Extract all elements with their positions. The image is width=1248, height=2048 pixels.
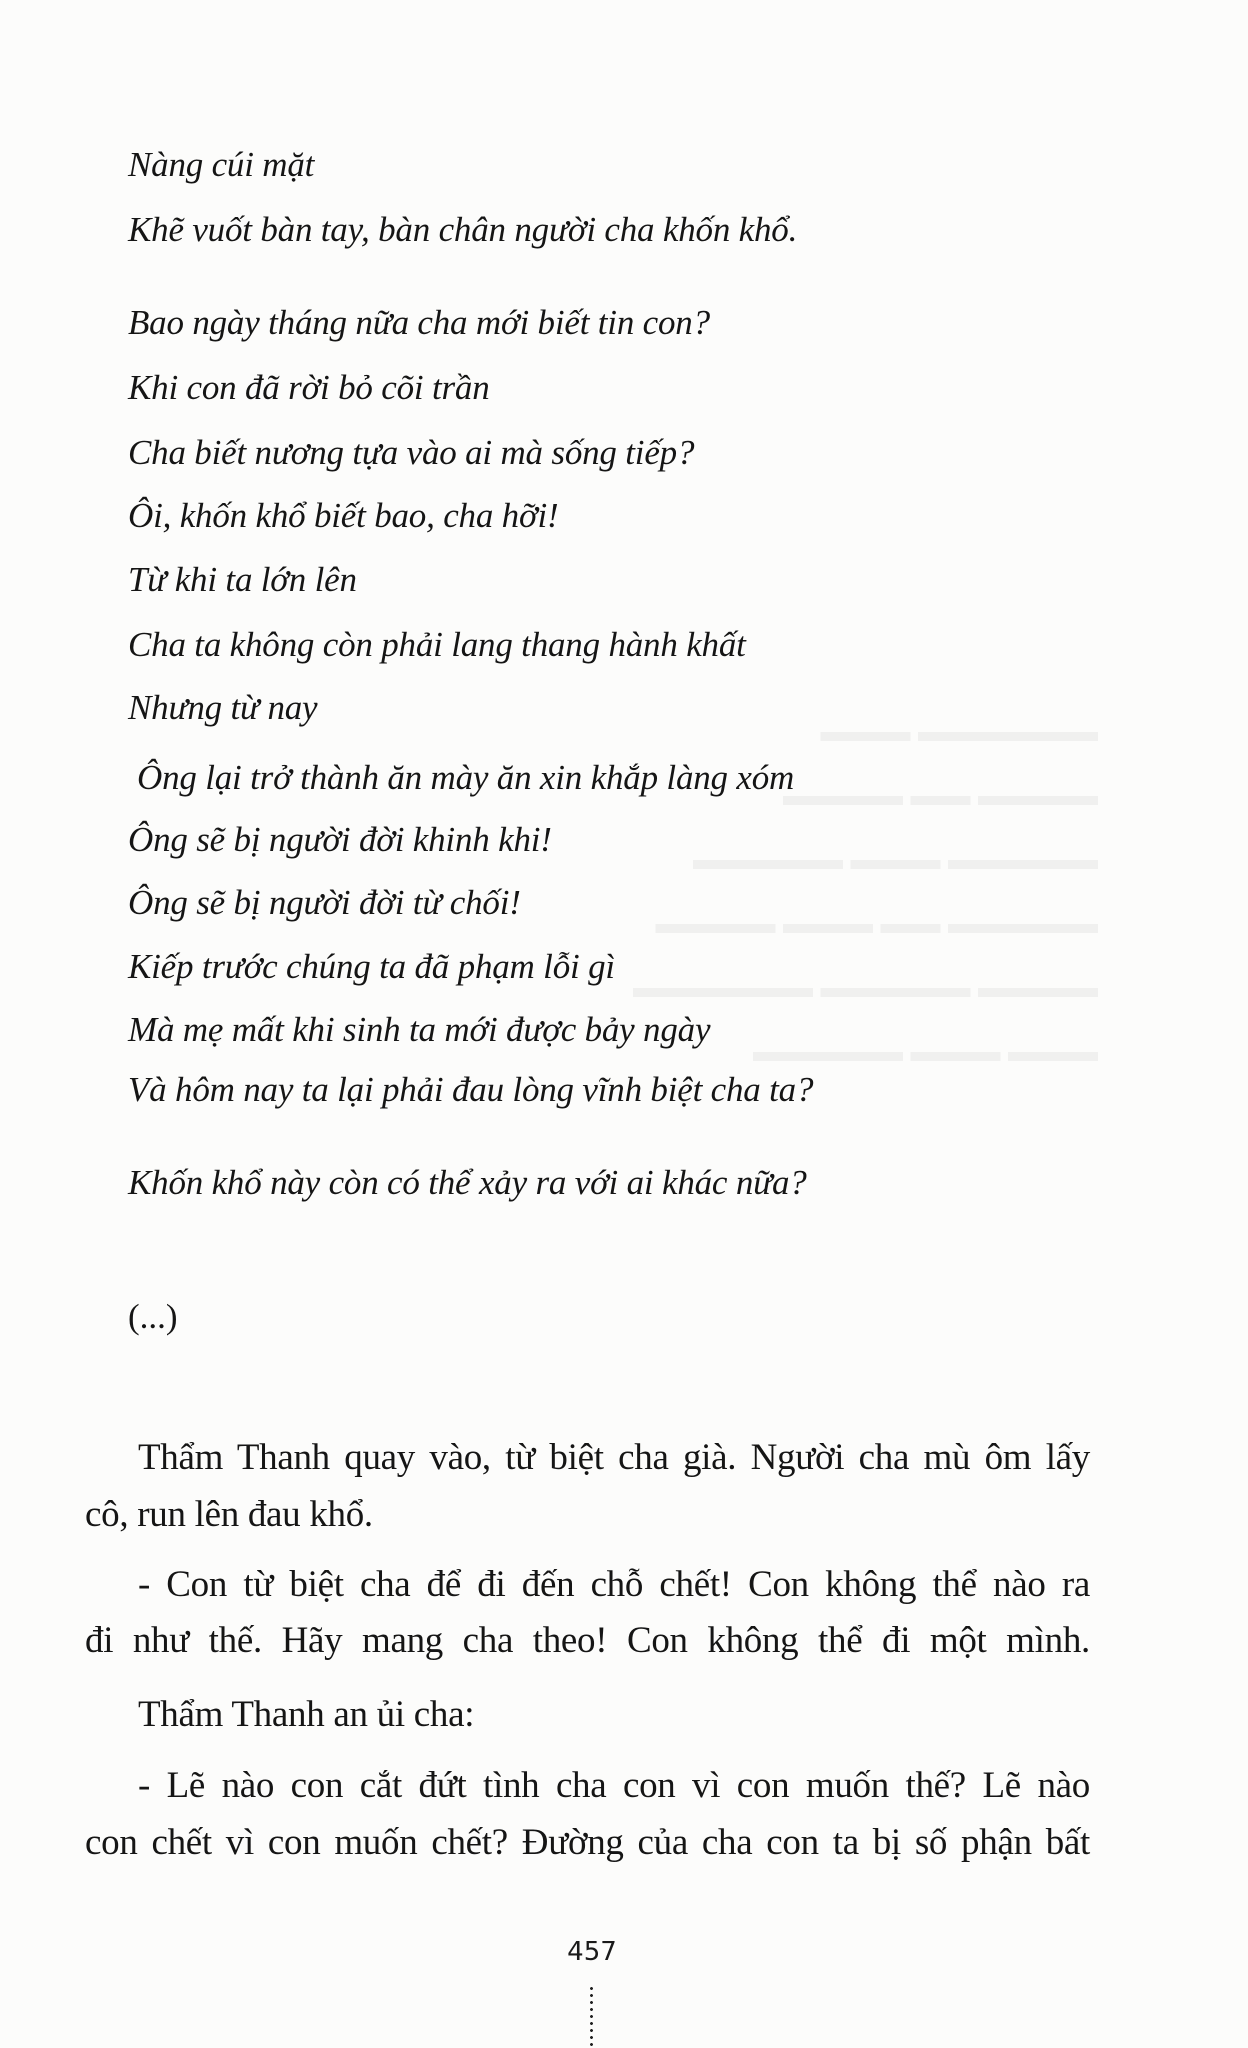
verse-line: Và hôm nay ta lại phải đau lòng vĩnh biệt cha ta?: [128, 1070, 814, 1109]
verse-line: Bao ngày tháng nữa cha mới biết tin con?: [128, 303, 710, 342]
verse-line: Kiếp trước chúng ta đã phạm lỗi gì: [128, 947, 615, 986]
paragraph-line: Thẩm Thanh an ủi cha:: [138, 1694, 475, 1735]
verse-line: Ông lại trở thành ăn mày ăn xin khắp làng xóm: [137, 758, 795, 797]
page-number: 457: [567, 1937, 617, 1967]
verse-line: Khốn khổ này còn có thể xảy ra với ai khác nữa?: [128, 1163, 807, 1202]
paragraph-line: cô, run lên đau khổ.: [85, 1494, 373, 1535]
verse-line: Nhưng từ nay: [128, 688, 318, 727]
ellipsis-marker: (...): [128, 1297, 178, 1336]
verse-line: Cha ta không còn phải lang thang hành khất: [128, 625, 746, 664]
paragraph-line: Thẩm Thanh quay vào, từ biệt cha già. Người cha mù ôm lấy: [138, 1437, 1090, 1478]
verse-line: Cha biết nương tựa vào ai mà sống tiếp?: [128, 433, 695, 472]
verse-line: Từ khi ta lớn lên: [128, 560, 357, 599]
verse-line: Nàng cúi mặt: [128, 145, 315, 184]
binding-dotted-line: [590, 1985, 593, 2048]
dialogue-line: con chết vì con muốn chết? Đường của cha con ta bị số phận bất: [85, 1822, 1090, 1863]
verse-line: Khẽ vuốt bàn tay, bàn chân người cha khốn khổ.: [128, 210, 798, 249]
dialogue-line: - Con từ biệt cha để đi đến chỗ chết! Con không thể nào ra: [138, 1564, 1090, 1605]
dialogue-line: - Lẽ nào con cắt đứt tình cha con vì con muốn thế? Lẽ nào: [138, 1765, 1090, 1806]
verse-line: Ôi, khốn khổ biết bao, cha hỡi!: [128, 496, 559, 535]
verse-line: Mà mẹ mất khi sinh ta mới được bảy ngày: [128, 1010, 711, 1049]
verse-line: Ông sẽ bị người đời khinh khi!: [128, 820, 552, 859]
verse-line: Khi con đã rời bỏ cõi trần: [128, 368, 490, 407]
dialogue-line: đi như thế. Hãy mang cha theo! Con không thể đi một mình.: [85, 1620, 1090, 1661]
verse-line: Ông sẽ bị người đời từ chối!: [128, 883, 521, 922]
